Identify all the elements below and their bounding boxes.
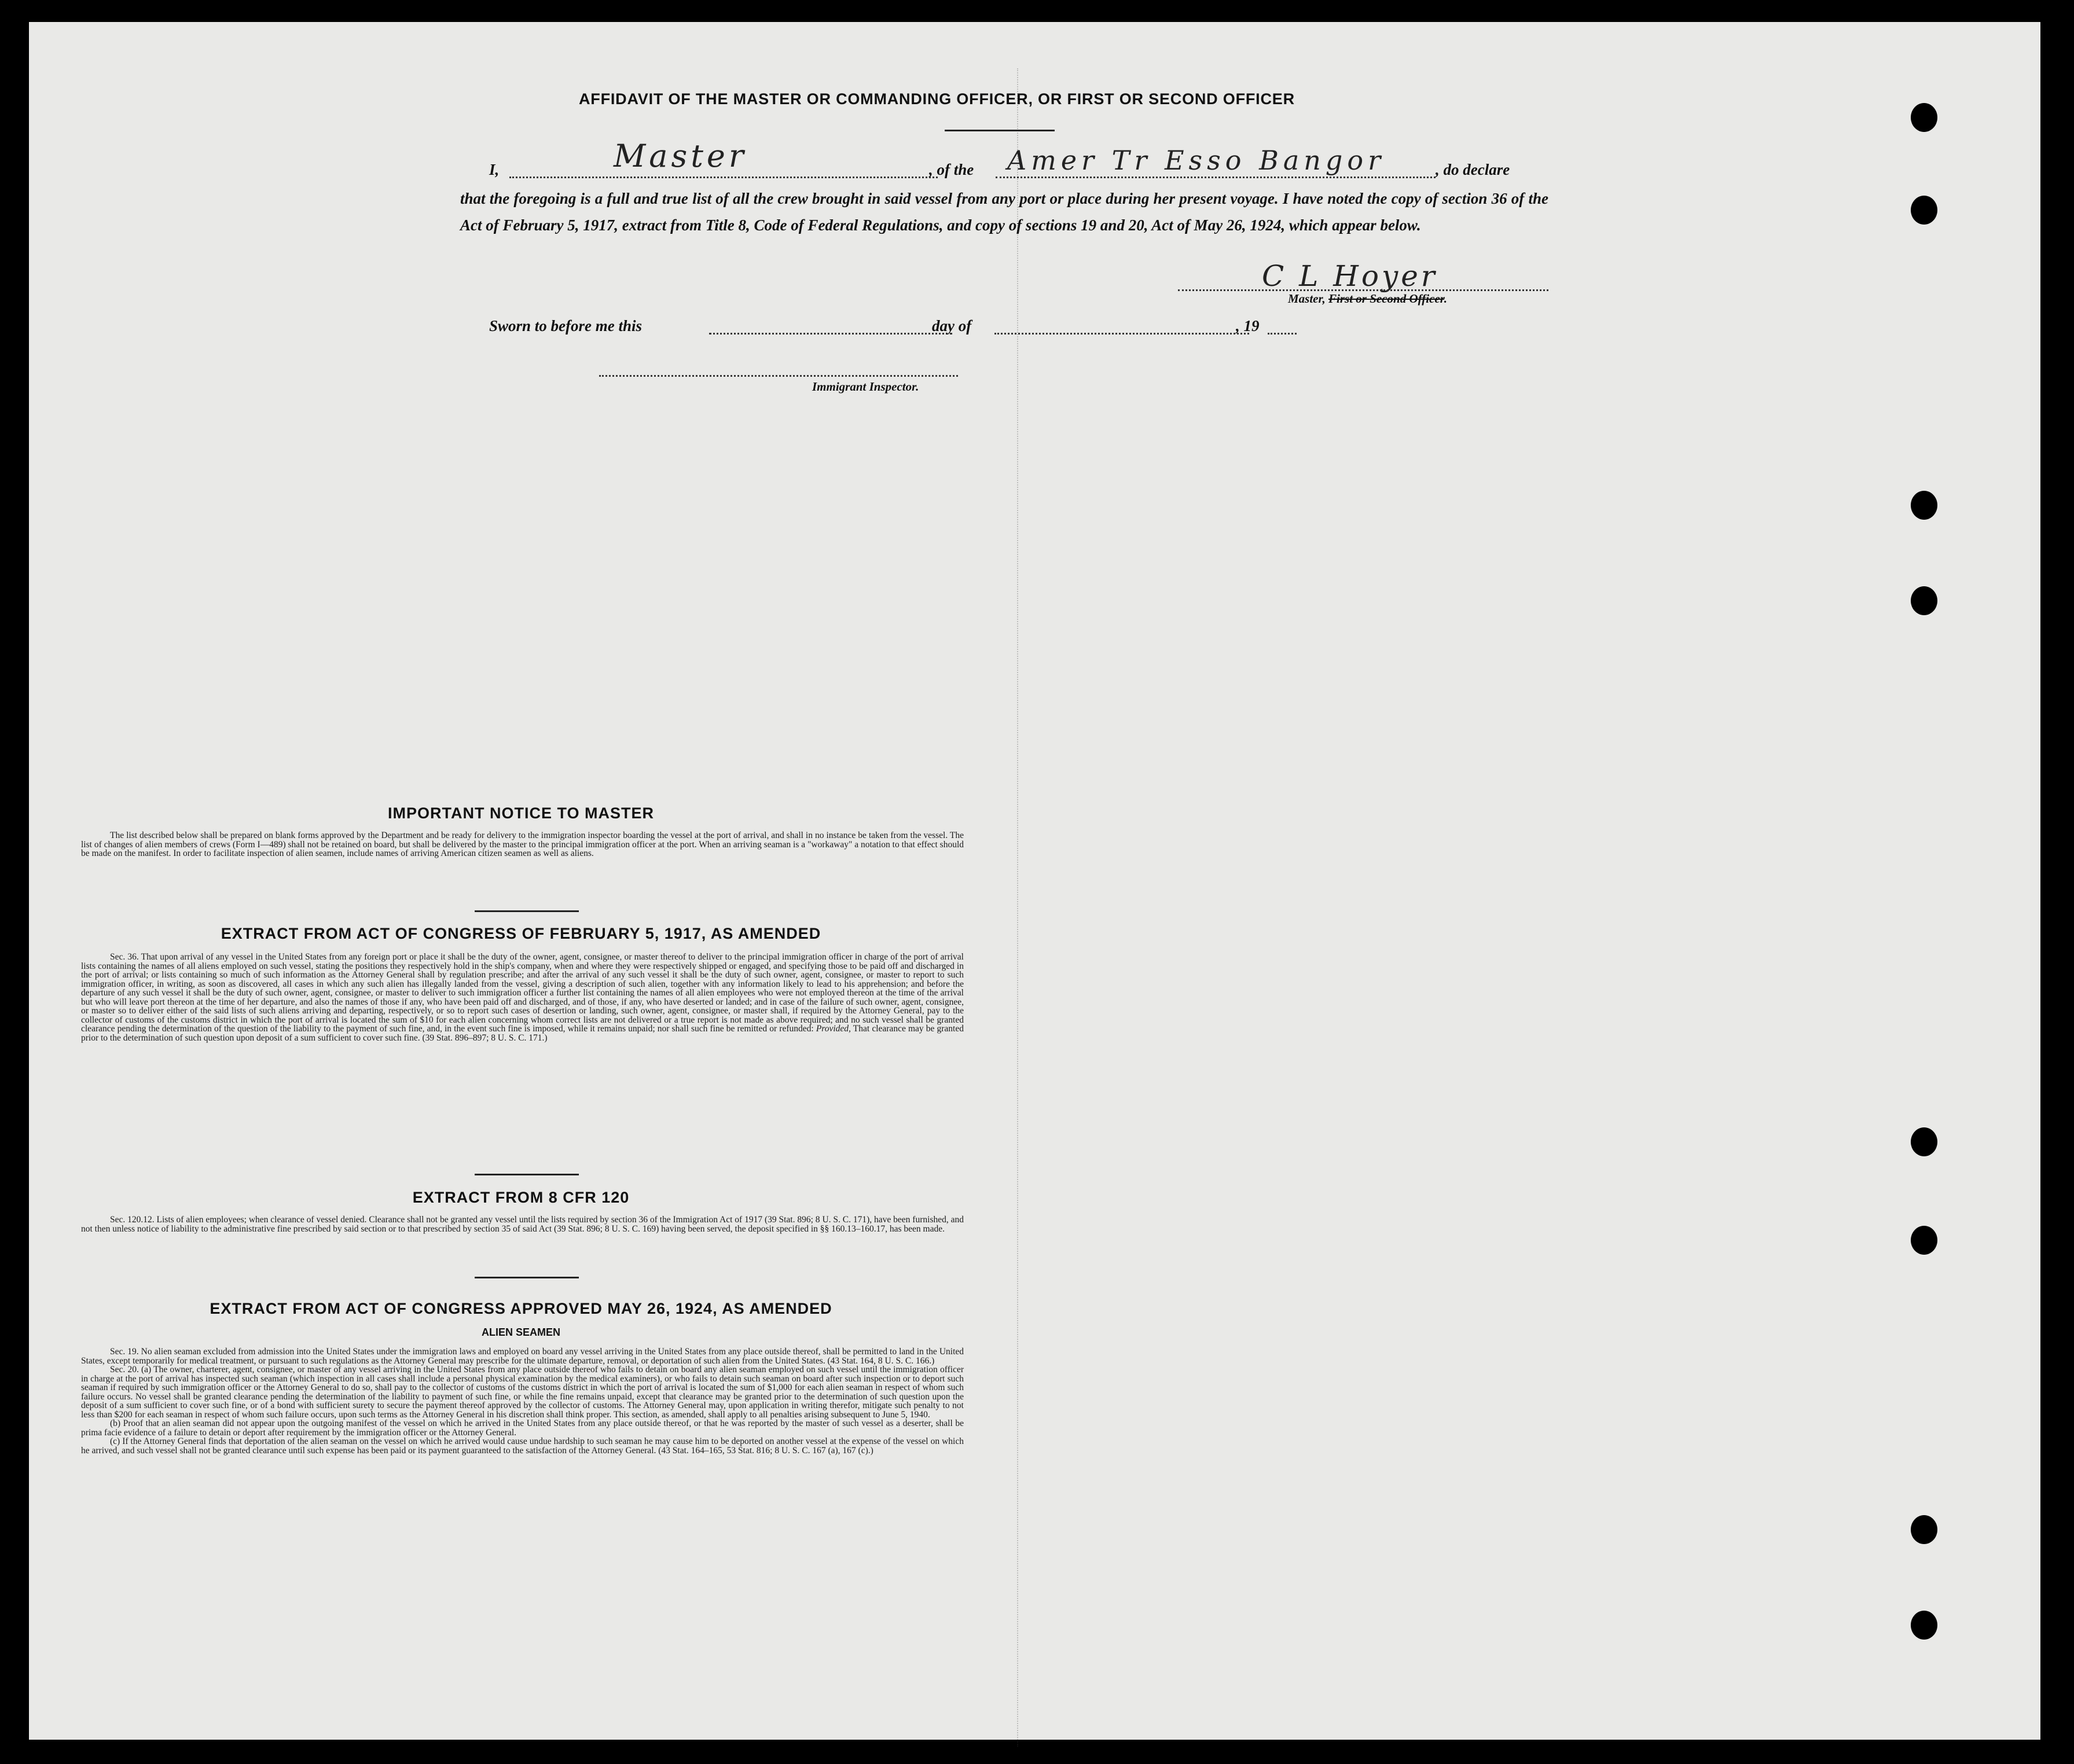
extract-1924-block — [81, 1347, 964, 1455]
sec-20-label: Sec. 20. — [110, 1365, 139, 1375]
punch-hole-icon — [1911, 1127, 1937, 1156]
document-page — [29, 22, 2040, 1740]
sec-19-text: No alien seaman excluded from admission into the United States under the immigration laws and employed on board any vessel arriving in the United States from any place outside thereof, shall be permitted to land in the United States, except temporarily for medical treatment, or pursuant to such regulations as the Attorney General may prescribe for the ultimate departure, removal, or deportation of such alien from the United States. (43 Stat. 164, 8 U. S. C. 166.) — [81, 1347, 964, 1366]
punch-hole-icon — [1911, 1226, 1937, 1255]
extract-1917-block — [81, 953, 964, 1042]
inspector-caption: Immigrant Inspector. — [812, 380, 919, 394]
signature-caption — [1288, 292, 1447, 306]
sworn-date-line — [709, 333, 952, 335]
notice-title: IMPORTANT NOTICE TO MASTER — [388, 804, 654, 822]
punch-hole-icon — [1911, 1515, 1937, 1544]
notice-text-block — [81, 831, 964, 858]
signature-line — [1178, 289, 1548, 291]
line1-prefix: I, — [489, 161, 500, 178]
sworn-year-line — [1268, 333, 1297, 335]
caption-second-struck: Second Officer — [1370, 292, 1444, 306]
sec-120-text: Lists of alien employees; when clearance of vessel denied. Clearance shall not be granted any vessel until the lists required by section 36 of the Immigration Act of 1917 (39 Stat. 896; 8 U. S. C. 171), have been furnished, and not then unless notice of liability to the administrative fine prescribed by said section or to that prescribed by section 35 of said Act (39 Stat. 896; 8 U. S. C. 169) having been served, the deposit specified in §§ 160.13–160.17, has been made. — [81, 1215, 964, 1234]
sworn-year: , 19 — [1236, 317, 1260, 335]
sec-36-text: That upon arrival of any vessel in the United States from any foreign port or place it shall be the duty of the owner, agent, consignee, or master thereof to deliver to the principal immigration officer in charge of the port of arrival lists containing the names of all aliens employed on such vessel, stating the positions they respectively hold in the ship's company, when and where they were respectively shipped or engaged, and specifying those to be paid off and discharged in the port of arrival; or lists containing so much of such information as the Attorney General shall by regulation prescribe; and after the arrival of any such vessel it shall be the duty of such owner, agent, consignee, or master to report to such immigration officer, in writing, as soon as discovered, all cases in which any such alien has illegally landed from the vessel, giving a description of such alien, together with any information likely to lead to his apprehension; and before the departure of any such vessel it shall be the duty of such owner, agent, consignee, or master to deliver to such immigration officer a further list containing the names of all alien employees who were not employed thereon at the time of the arrival but who will leave port thereon at the time of her departure, and also the names of those if any, who have been paid off and discharged, and of those, if any, who have deserted or landed; and in case of the failure of such owner, agent, consignee, or master so to deliver either of the said lists of such aliens arriving and departing, respectively, or so to report such cases of desertion or landing, such owner, agent, consignee, or master shall, if required by the Attorney General, pay to the collector of customs of the customs district in which the port of arrival is located the sum of $10 for each alien concerning whom correct lists are not delivered or a true report is not made as above required; and no such vessel shall be granted clearance pending the determination of the question of the liability to the payment of such fine, and, in the event such fine is imposed, while it remains unpaid; nor shall such fine be remitted or refunded: — [81, 952, 964, 1034]
vessel-field-line — [996, 177, 1436, 178]
inspector-line — [599, 375, 958, 377]
role-field-line — [509, 177, 938, 178]
section-divider — [475, 910, 579, 912]
role-handwriting: Master — [614, 138, 747, 174]
line1-of-the: , of the — [929, 161, 974, 178]
title-rule — [945, 130, 1055, 131]
notice-text: The list described below shall be prepared on blank forms approved by the Department and be ready for delivery to the immigration inspector boarding the vessel at the port of arrival, and shall in no instance be taken from the vessel. The list of changes of alien members of crews (Form I—489) shall not be retained on board, but shall be delivered by the master to the principal immigration officer at the port. When an arriving seaman is a "workaway" a notation to that effect should be made on the manifest. In order to facilitate inspection of alien seamen, include names of arriving American citizen seamen as well as aliens. — [81, 830, 964, 858]
caption-master: Master, — [1288, 292, 1326, 306]
section-divider — [475, 1174, 579, 1175]
extract-1917-title: EXTRACT FROM ACT OF CONGRESS OF FEBRUARY 5, 1917, AS AMENDED — [221, 925, 821, 942]
proviso-label: Provided, — [816, 1024, 851, 1034]
alien-seamen-subtitle: ALIEN SEAMEN — [481, 1326, 560, 1338]
fold-line — [1017, 68, 1018, 1747]
line1-suffix: , do declare — [1436, 161, 1510, 178]
sworn-month-line — [994, 333, 1249, 335]
affidavit-title: AFFIDAVIT OF THE MASTER OR COMMANDING OFFICER, OR FIRST OR SECOND OFFICER — [579, 90, 1295, 108]
punch-hole-icon — [1911, 1611, 1937, 1640]
vessel-handwriting: Amer Tr Esso Bangor — [1007, 145, 1386, 176]
punch-hole-icon — [1911, 491, 1937, 520]
extract-1924-title: EXTRACT FROM ACT OF CONGRESS APPROVED MAY 26, 1924, AS AMENDED — [210, 1300, 832, 1317]
extract-cfr-block — [81, 1215, 964, 1233]
sworn-prefix: Sworn to before me this — [489, 317, 643, 335]
caption-first-struck: First — [1328, 292, 1353, 306]
sec-20c-text: (c) If the Attorney General finds that deportation of the alien seaman on the vessel on which he arrived would cause undue hardship to such seaman he may cause him to be deported on another vessel at the expense of the vessel on which he arrived, and such vessel shall not be granted clearance until such expense has been paid or its payment guaranteed to the satisfaction of the Attorney General. (43 Stat. 164–165, 53 Stat. 816; 8 U. S. C. 167 (a), 167 (c).) — [81, 1436, 964, 1456]
sec-20a-text: (a) The owner, charterer, agent, consignee, or master of any vessel arriving in the United States from any place outside thereof who fails to detain on board any alien seaman employed on such vessel until the immigration officer in charge at the port of arrival has inspected such seaman (which inspection in all cases shall include a personal physical examination by the medical examiners), or who fails to detain such seaman on board after such inspection or to deport such seaman if required by such immigration officer or the Attorney General to do so, shall pay to the collector of customs of the customs district in which the port of arrival is located the sum of $1,000 for each alien seaman in respect of whom such failure occurs. No vessel shall be granted clearance pending the determination of the liability to payment of such fine, or while the fine remains unpaid, except that clearance may be granted prior to the determination of such question upon the deposit of a sum sufficient to cover such fine, or of a bond with sufficient surety to secure the payment thereof approved by the collector of customs. The Attorney General may, upon application in writing therefor, mitigate such penalty to not less than $200 for each seaman in respect of whom such failure occurs, upon such terms as the Attorney General in his discretion shall think proper. This section, as amended, shall apply to all penalties arising subsequent to June 5, 1940. — [81, 1365, 964, 1420]
proviso-text: That clearance may be granted prior to the determination of such question upon deposit of a sum sufficient to cover such fine. (39 Stat. 896–897; 8 U. S. C. 171.) — [81, 1024, 964, 1043]
sec-20b-text: (b) Proof that an alien seaman did not appear upon the outgoing manifest of the vessel on which he arrived in the United States from any place outside thereof, or that he was reported by the master of such vessel as a deserter, shall be prima facie evidence of a failure to detain or deport after requirement by the immigration officer or the Attorney General. — [81, 1418, 964, 1438]
section-divider — [475, 1277, 579, 1278]
punch-hole-icon — [1911, 586, 1937, 615]
sec-19-label: Sec. 19. — [110, 1347, 139, 1357]
punch-hole-icon — [1911, 103, 1937, 132]
sec-36-label: Sec. 36. — [110, 952, 139, 962]
caption-end: . — [1444, 292, 1447, 306]
caption-or: or — [1353, 292, 1370, 306]
sec-120-label: Sec. 120.12. — [110, 1215, 155, 1225]
affidavit-body: that the foregoing is a full and true list of all the crew brought in said vessel from any port or place during her present voyage. I have noted the copy of section 36 of the Act of February 5, 1917, extract from Title 8, Code of Federal Regulations, and copy of sections 19 and 20, Act of May 26, 1924, which appear below. — [460, 190, 1548, 234]
punch-hole-icon — [1911, 196, 1937, 225]
extract-cfr-title: EXTRACT FROM 8 CFR 120 — [412, 1189, 630, 1206]
signature-handwriting: C L Hoyer — [1262, 259, 1438, 293]
sworn-day-of: day of — [932, 317, 972, 335]
